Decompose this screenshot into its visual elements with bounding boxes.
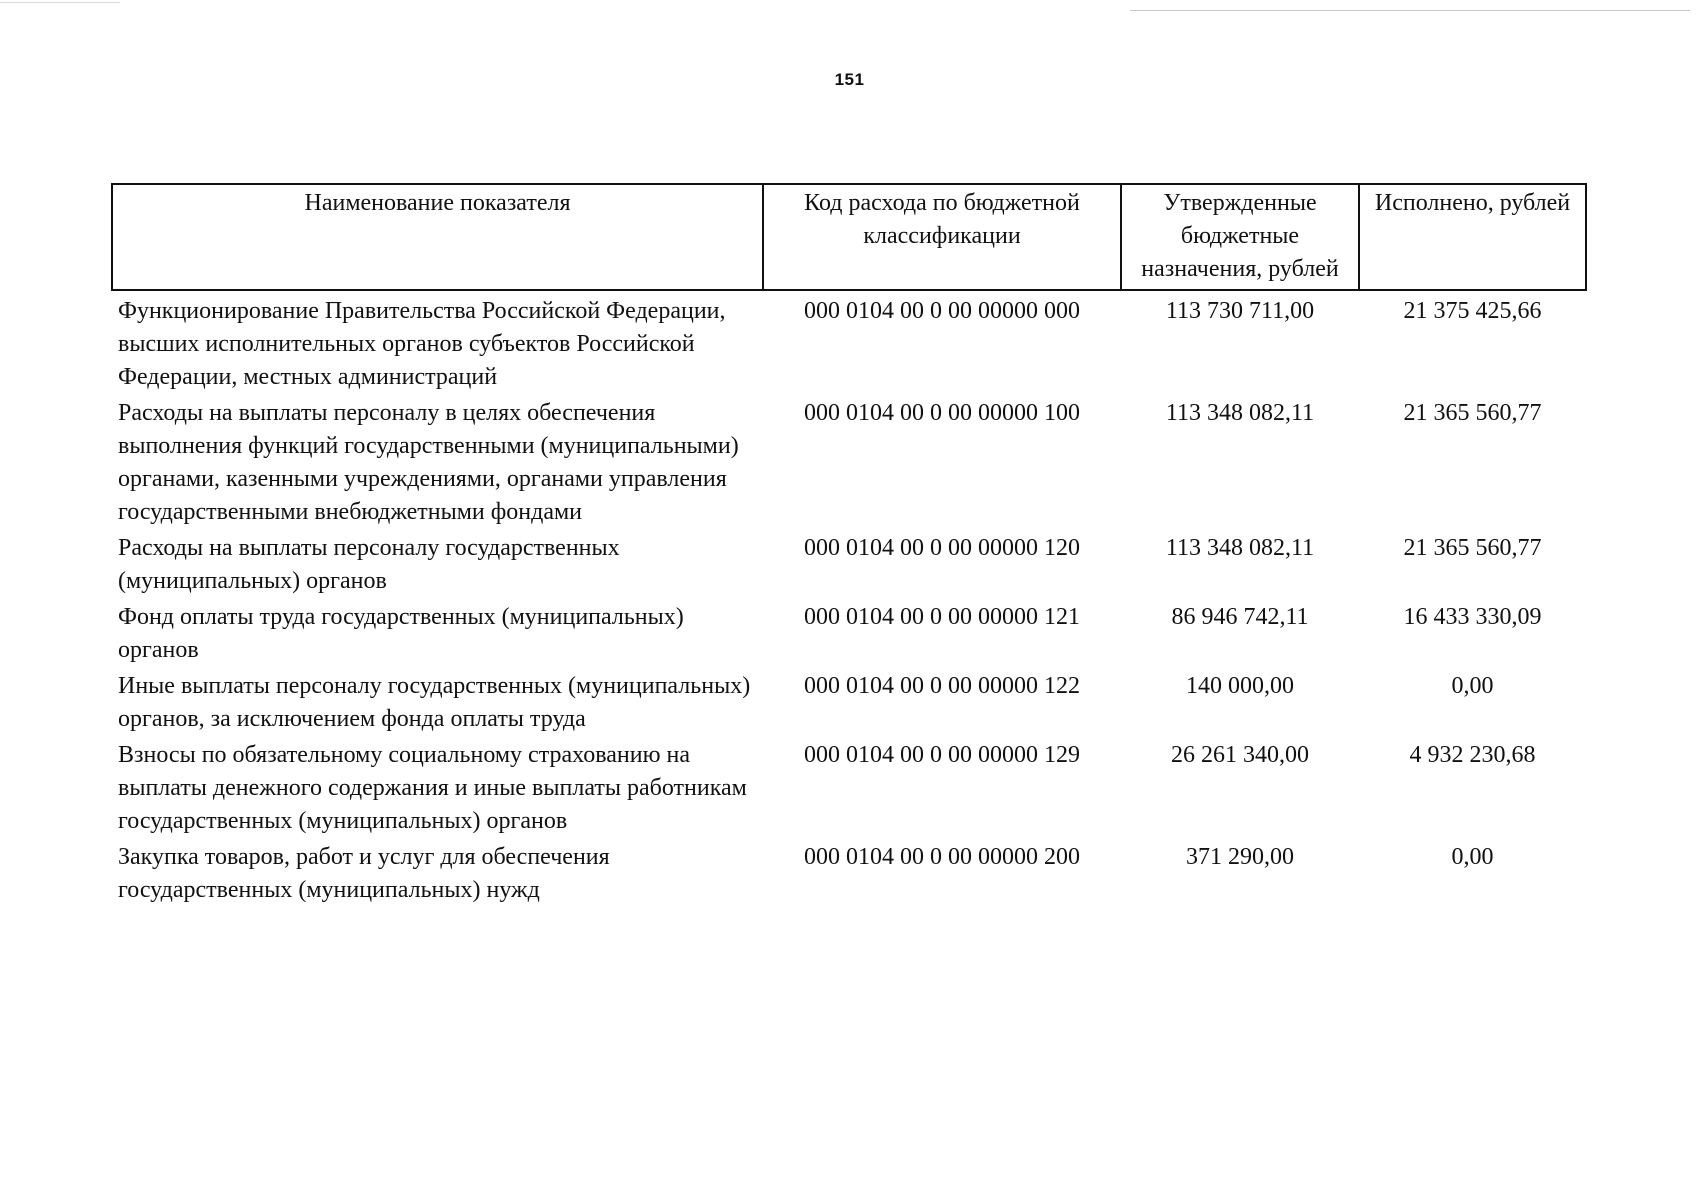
executed-amount: 4 932 230,68	[1409, 742, 1536, 768]
table-row	[112, 841, 1586, 910]
header-expense-code: Код расхода по бюджетной классификации	[763, 184, 1121, 290]
header-executed-amount: Исполнено, рублей	[1359, 184, 1586, 290]
indicator-name: Иные выплаты персоналу государственных (муниципальных) органов, за исключением фонда оплаты труда	[118, 673, 751, 732]
expense-code: 000 0104 00 0 00 00000 122	[804, 673, 1080, 699]
indicator-name: Расходы на выплаты персоналу в целях обеспечения выполнения функций государственными (муниципальными) органами, казенными учреждениями, органами управления государственными внебюджетными фондами	[118, 400, 739, 525]
executed-amount: 0,00	[1451, 844, 1494, 870]
scan-edge-line	[1130, 10, 1690, 11]
approved-amount: 371 290,00	[1186, 844, 1294, 870]
executed-amount: 21 375 425,66	[1403, 298, 1542, 324]
budget-execution-table	[111, 183, 1587, 910]
executed-amount: 0,00	[1451, 673, 1494, 699]
expense-code: 000 0104 00 0 00 00000 200	[804, 844, 1080, 870]
table-row	[112, 397, 1586, 532]
expense-code: 000 0104 00 0 00 00000 120	[804, 535, 1080, 561]
indicator-name: Функционирование Правительства Российской Федерации, высших исполнительных органов субъектов Российской Федерации, местных администраций	[118, 298, 726, 390]
approved-amount: 140 000,00	[1186, 673, 1294, 699]
approved-amount: 86 946 742,11	[1171, 604, 1309, 630]
executed-amount: 16 433 330,09	[1403, 604, 1542, 630]
approved-amount: 26 261 340,00	[1171, 742, 1309, 768]
executed-amount: 21 365 560,77	[1403, 400, 1542, 426]
expense-code: 000 0104 00 0 00 00000 129	[804, 742, 1080, 768]
table-row	[112, 601, 1586, 670]
table-row	[112, 739, 1586, 841]
indicator-name: Взносы по обязательному социальному страхованию на выплаты денежного содержания и иные выплаты работникам государственных (муниципальных) органов	[118, 742, 747, 834]
indicator-name: Расходы на выплаты персоналу государственных (муниципальных) органов	[118, 535, 620, 594]
page-number: 151	[834, 70, 865, 89]
header-approved-amount: Утвержденные бюджетные назначения, рублей	[1121, 184, 1359, 290]
expense-code: 000 0104 00 0 00 00000 000	[804, 298, 1080, 324]
table-row	[112, 532, 1586, 601]
table-row	[112, 670, 1586, 739]
indicator-name: Закупка товаров, работ и услуг для обеспечения государственных (муниципальных) нужд	[118, 844, 610, 903]
expense-code: 000 0104 00 0 00 00000 121	[804, 604, 1080, 630]
approved-amount: 113 348 082,11	[1165, 535, 1315, 561]
executed-amount: 21 365 560,77	[1403, 535, 1542, 561]
scan-edge-line	[0, 2, 120, 3]
approved-amount: 113 730 711,00	[1165, 298, 1315, 324]
table-row	[112, 290, 1586, 397]
table-header-row	[112, 184, 1586, 290]
indicator-name: Фонд оплаты труда государственных (муниципальных) органов	[118, 604, 684, 663]
header-indicator-name: Наименование показателя	[112, 184, 763, 290]
expense-code: 000 0104 00 0 00 00000 100	[804, 400, 1080, 426]
approved-amount: 113 348 082,11	[1165, 400, 1315, 426]
